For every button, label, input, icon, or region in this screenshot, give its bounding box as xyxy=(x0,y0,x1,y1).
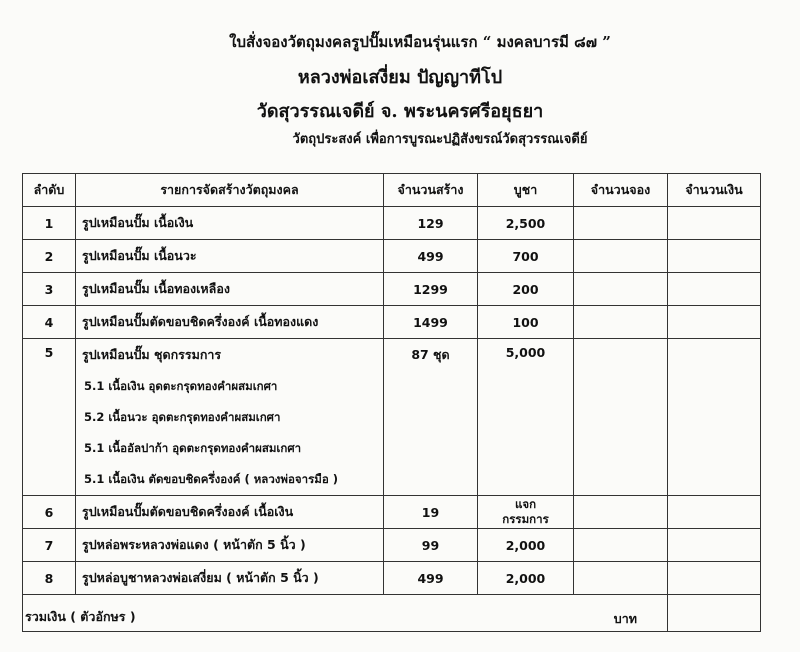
total-row xyxy=(23,595,761,632)
quantity: 499 xyxy=(384,562,478,595)
quantity: 129 xyxy=(384,207,478,240)
amount-field[interactable] xyxy=(668,562,761,595)
table-row xyxy=(23,339,761,496)
table-row xyxy=(23,496,761,529)
table-row xyxy=(23,273,761,306)
subitem: 5.1 เนื้ออัลปาก้า อุดตะกรุดทองคำผสมเกศา xyxy=(84,441,302,455)
order-table xyxy=(22,173,761,632)
item-cell xyxy=(76,339,384,496)
amount-field[interactable] xyxy=(668,529,761,562)
quantity: 19 xyxy=(384,496,478,529)
row-number: 3 xyxy=(23,273,76,306)
amount-field[interactable] xyxy=(668,240,761,273)
price: 5,000 xyxy=(478,339,574,496)
row-number: 7 xyxy=(23,529,76,562)
purpose-line: วัตถุประสงค์ เพื่อการบูรณะปฏิสังขรณ์วัดสุวรรณเจดีย์ xyxy=(292,132,588,147)
price: 2,000 xyxy=(478,562,574,595)
item-name: รูปหล่อพระหลวงพ่อแดง ( หน้าตัก 5 นิ้ว ) xyxy=(76,529,384,562)
reserve-qty-field[interactable] xyxy=(574,306,668,339)
subitem: 5.2 เนื้อนวะ อุดตะกรุดทองคำผสมเกศา xyxy=(84,410,281,424)
item-name: รูปเหมือนปั๊ม เนื้อเงิน xyxy=(76,207,384,240)
row-number: 5 xyxy=(23,339,76,496)
quantity: 87 ชุด xyxy=(384,339,478,496)
amount-field[interactable] xyxy=(668,339,761,496)
reserve-qty-field[interactable] xyxy=(574,562,668,595)
reserve-qty-field[interactable] xyxy=(574,496,668,529)
col-header: บูชา xyxy=(478,174,574,207)
col-header: จำนวนจอง xyxy=(574,174,668,207)
total-amount-field[interactable] xyxy=(668,595,761,632)
row-number: 4 xyxy=(23,306,76,339)
row-number: 2 xyxy=(23,240,76,273)
reserve-qty-field[interactable] xyxy=(574,240,668,273)
table-row xyxy=(23,207,761,240)
amount-field[interactable] xyxy=(668,207,761,240)
price: 100 xyxy=(478,306,574,339)
quantity: 1499 xyxy=(384,306,478,339)
row-number: 6 xyxy=(23,496,76,529)
price-line: แจก xyxy=(514,497,537,511)
item-name: รูปหล่อบูชาหลวงพ่อเสงี่ยม ( หน้าตัก 5 นิ้ว ) xyxy=(76,562,384,595)
subitem: 5.1 เนื้อเงิน อุดตะกรุดทองคำผสมเกศา xyxy=(84,379,278,393)
price: 700 xyxy=(478,240,574,273)
reserve-qty-field[interactable] xyxy=(574,529,668,562)
amount-field[interactable] xyxy=(668,306,761,339)
table-header xyxy=(23,174,761,207)
row-number: 8 xyxy=(23,562,76,595)
quantity: 99 xyxy=(384,529,478,562)
reserve-qty-field[interactable] xyxy=(574,339,668,496)
col-header: จำนวนสร้าง xyxy=(384,174,478,207)
col-header: จำนวนเงิน xyxy=(668,174,761,207)
subitem-list xyxy=(82,365,377,495)
amount-field[interactable] xyxy=(668,496,761,529)
item-name: รูปเหมือนปั๊มตัดขอบชิดครึ่งองค์ เนื้อทองแดง xyxy=(76,306,384,339)
total-words-cell[interactable] xyxy=(23,595,668,632)
subitem: 5.1 เนื้อเงิน ตัดขอบชิดครึ่งองค์ ( หลวงพ่อจารมือ ) xyxy=(84,472,339,486)
quantity: 499 xyxy=(384,240,478,273)
amount-field[interactable] xyxy=(668,273,761,306)
quantity: 1299 xyxy=(384,273,478,306)
item-name: รูปเหมือนปั๊ม เนื้อนวะ xyxy=(76,240,384,273)
item-name: รูปเหมือนปั๊มตัดขอบชิดครึ่งองค์ เนื้อเงิน xyxy=(76,496,384,529)
currency-label: บาท xyxy=(613,611,637,626)
total-label: รวมเงิน ( ตัวอักษร ) xyxy=(25,609,136,624)
table-row xyxy=(23,562,761,595)
monk-name: หลวงพ่อเสงี่ยม ปัญญาทีโป xyxy=(297,67,503,88)
price xyxy=(478,496,574,529)
form-title: ใบสั่งจองวัตถุมงคลรูปปั๊มเหมือนรุ่นแรก “ มงคลบารมี ๘๗ ” xyxy=(229,33,611,51)
table-row xyxy=(23,529,761,562)
price-line: กรรมการ xyxy=(502,512,549,526)
temple-name: วัดสุวรรณเจดีย์ จ. พระนครศรีอยุธยา xyxy=(256,101,544,122)
price: 2,500 xyxy=(478,207,574,240)
reserve-qty-field[interactable] xyxy=(574,207,668,240)
col-header: ลำดับ xyxy=(23,174,76,207)
col-header: รายการจัดสร้างวัตถุมงคล xyxy=(76,174,384,207)
row-number: 1 xyxy=(23,207,76,240)
reserve-qty-field[interactable] xyxy=(574,273,668,306)
table-row xyxy=(23,306,761,339)
price: 200 xyxy=(478,273,574,306)
price: 2,000 xyxy=(478,529,574,562)
item-name: รูปเหมือนปั๊ม ชุดกรรมการ xyxy=(82,347,222,362)
item-name: รูปเหมือนปั๊ม เนื้อทองเหลือง xyxy=(76,273,384,306)
table-row xyxy=(23,240,761,273)
